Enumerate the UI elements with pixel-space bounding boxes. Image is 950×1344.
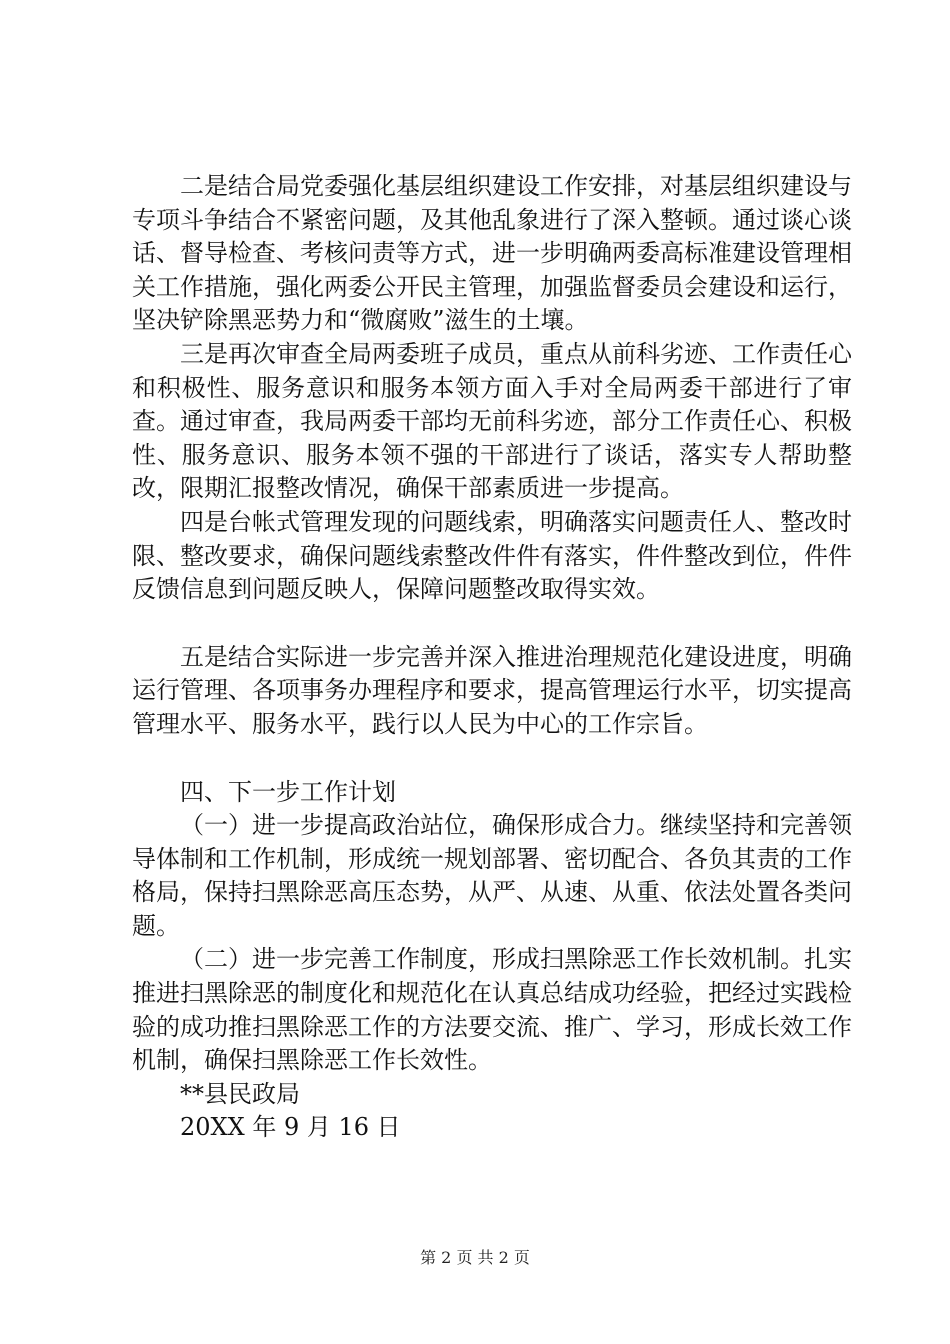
paragraph-4: 四是台帐式管理发现的问题线索，明确落实问题责任人、整改时限、整改要求，确保问题线索整改件件有落实，件件整改到位，件件反馈信息到问题反映人，保障问题整改取得实效。 — [132, 507, 852, 604]
paragraph-spacer — [132, 742, 852, 776]
signature-date: 20XX 年 9 月 16 日 — [180, 1113, 401, 1142]
paragraph-3: 三是再次审查全局两委班子成员，重点从前科劣迹、工作责任心和积极性、服务意识和服务本领方面入手对全局两委干部进行了审查。通过审查，我局两委干部均无前科劣迹，部分工作责任心、积极性、服务意识、服务本领不强的干部进行了谈话，落实专人帮助整改，限期汇报整改情况，确保干部素质进一步提高。 — [132, 339, 852, 503]
paragraph-5: 五是结合实际进一步完善并深入推进治理规范化建设进度，明确运行管理、各项事务办理程序和要求，提高管理运行水平，切实提高管理水平、服务水平，践行以人民为中心的工作宗旨。 — [132, 642, 852, 738]
page-footer: 第 2 页 共 2 页 — [420, 1248, 530, 1267]
document-body — [132, 170, 852, 1145]
paragraph-spacer — [132, 607, 852, 641]
plan-item-1: （一）进一步提高政治站位，确保形成合力。继续坚持和完善领导体制和工作机制，形成统一规划部署、密切配合、各负其责的工作格局，保持扫黑除恶高压态势，从严、从速、从重、依法处置各类问题。 — [132, 811, 852, 940]
signature-organization: **县民政局 — [180, 1079, 300, 1108]
plan-item-2: （二）进一步完善工作制度，形成扫黑除恶工作长效机制。扎实推进扫黑除恶的制度化和规范化在认真总结成功经验，把经过实践检验的成功推扫黑除恶工作的方法要交流、推广、学习，形成长效工作机制，确保扫黑除恶工作长效性。 — [132, 945, 852, 1075]
paragraph-2: 二是结合局党委强化基层组织建设工作安排，对基层组织建设与专项斗争结合不紧密问题，及其他乱象进行了深入整顿。通过谈心谈话、督导检查、考核问责等方式，进一步明确两委高标准建设管理相关工作措施，强化两委公开民主管理，加强监督委员会建设和运行，坚决铲除黑恶势力和“微腐败”滋生的土壤。 — [132, 172, 852, 335]
section-heading: 四、下一步工作计划 — [180, 777, 396, 806]
